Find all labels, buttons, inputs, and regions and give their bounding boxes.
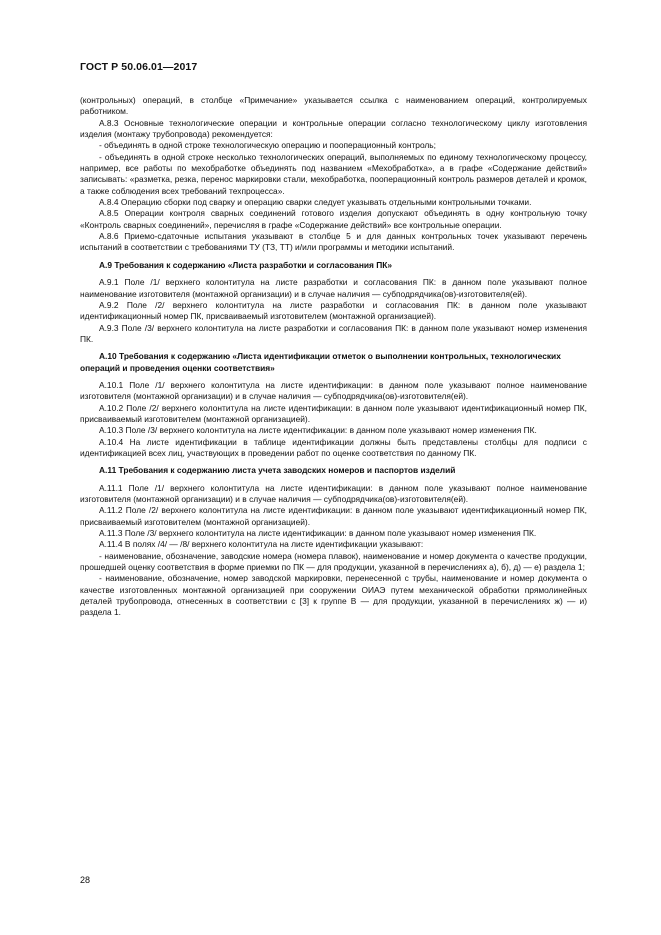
paragraph-a-8-3: А.8.3 Основные технологические операции и контрольные операции согласно технологическому циклу изготовления изделия (монтажу трубопровода) рекомендуется: — [80, 117, 587, 140]
paragraph-a-11-1: А.11.1 Поле /1/ верхнего колонтитула на листе идентификации: в данном поле указывают полное наименование изготовителя (монтажной организации) и в случае наличия — субподрядчика(ов)-изготовителя(ей). — [80, 482, 587, 504]
list-item: - наименование, обозначение, заводские номера (номера плавок), наименование и номер документа о качестве продукции, прошедшей оценку соответствия в форме приемки по ПК — для продукции, указанной в перечислениях а), б), д) — е) раздела 1; — [80, 550, 587, 573]
paragraph-a-10-1: А.10.1 Поле /1/ верхнего колонтитула на листе идентификации: в данном поле указывают полное наименование изготовителя (монтажной организации) и в случае наличия — субподрядчика(ов)-изготовителя(ей). — [80, 379, 587, 402]
document-header: ГОСТ Р 50.06.01—2017 — [80, 61, 198, 73]
paragraph-a-10-2: А.10.2 Поле /2/ верхнего колонтитула на листе идентификации: в данном поле указывают идентификационный номер ПК, присваиваемый изготовителем (монтажной организацией). — [80, 402, 587, 424]
list-item: - объединять в одной строке технологическую операцию и пооперационный контроль; — [99, 140, 436, 151]
paragraph-a-10-3: А.10.3 Поле /3/ верхнего колонтитула на листе идентификации: в данном поле указывают номер изменения ПК. — [99, 425, 537, 436]
paragraph-a-8-5: А.8.5 Операции контроля сварных соединений готового изделия допускают объединять в одну контрольную точку «Контроль сварных соединений», перечисляя в графе «Содержание действий» все контрольные операции. — [80, 208, 587, 230]
paragraph-a-9-2: А.9.2 Поле /2/ верхнего колонтитула на листе разработки и согласования ПК: в данном поле указывают идентификационный номер ПК, присваиваемый изготовителем (монтажной организацией). — [80, 299, 587, 322]
paragraph-a-8-6: А.8.6 Приемо-сдаточные испытания указывают в столбце 5 и для данных контрольных точек указывают перечень испытаний в соответствии с требованиями ТУ (ТЗ, ТТ) и/или программы и методики испытаний. — [80, 231, 587, 253]
paragraph-a-11-2: А.11.2 Поле /2/ верхнего колонтитула на листе идентификации: в данном поле указывают идентификационный номер ПК, присваиваемый изготовителем (монтажной организацией). — [80, 505, 587, 527]
paragraph-a-8-4: А.8.4 Операцию сборки под сварку и операцию сварки следует указывать отдельными контрольными точками. — [99, 197, 532, 208]
paragraph-a-10-4: А.10.4 На листе идентификации в таблице идентификации должны быть представлены столбцы для подписи с идентификацией всех лиц, участвующих в проведении работ по оценке соответствия по данному ПК. — [80, 436, 587, 458]
list-item: - объединять в одной строке несколько технологических операций, выполняемых по единому технологическому процессу, например, все работы по мехобработке объединять под названием «Мехобработка», а в графе «Содержание действий» записывать: «разметка, резка, перенос маркировки стали, мехобработка, пооперационный контроль размеров деталей и кромок, а также соблюдения всех требований техпроцесса». — [80, 151, 587, 196]
paragraph-a-9-3: А.9.3 Поле /3/ верхнего колонтитула на листе разработки и согласования ПК: в данном поле указывают номер изменения ПК. — [80, 322, 587, 344]
section-heading-a-9: А.9 Требования к содержанию «Листа разработки и согласования ПК» — [99, 259, 393, 270]
page-number: 28 — [80, 875, 91, 885]
paragraph-a-9-1: А.9.1 Поле /1/ верхнего колонтитула на листе разработки и согласования ПК: в данном поле указывают полное наименование изготовителя (монтажной организации) и в случае наличия — субподрядчика(ов)-изготовителя(ей). — [80, 277, 587, 299]
list-item: - наименование, обозначение, номер заводской маркировки, перенесенной с трубы, наименование и номер документа о качестве изготовленных монтажной организацией при сооружении ОИАЭ путем механической обработки прямолинейных деталей трубопровода, отнесенных в соответствии с [3] к группе В — для продукции, указанной в перечислениях ж) — и) раздела 1. — [80, 573, 587, 618]
paragraph-a-11-3: А.11.3 Поле /3/ верхнего колонтитула на листе идентификации: в данном поле указывают номер изменения ПК. — [99, 528, 537, 539]
paragraph-continuation: (контрольных) операций, в столбце «Примечание» указывается ссылка с наименованием операций, контролируемых работником. — [80, 95, 587, 117]
document-body — [80, 95, 587, 619]
section-heading-a-11: А.11 Требования к содержанию листа учета заводских номеров и паспортов изделий — [99, 465, 456, 476]
paragraph-a-11-4: А.11.4 В полях /4/ — /8/ верхнего колонтитула на листе идентификации указывают: — [99, 539, 424, 550]
section-heading-a-10: А.10 Требования к содержанию «Листа идентификации отметок о выполнении контрольных, технологических операций и проведения оценки соответствия» — [80, 351, 561, 373]
